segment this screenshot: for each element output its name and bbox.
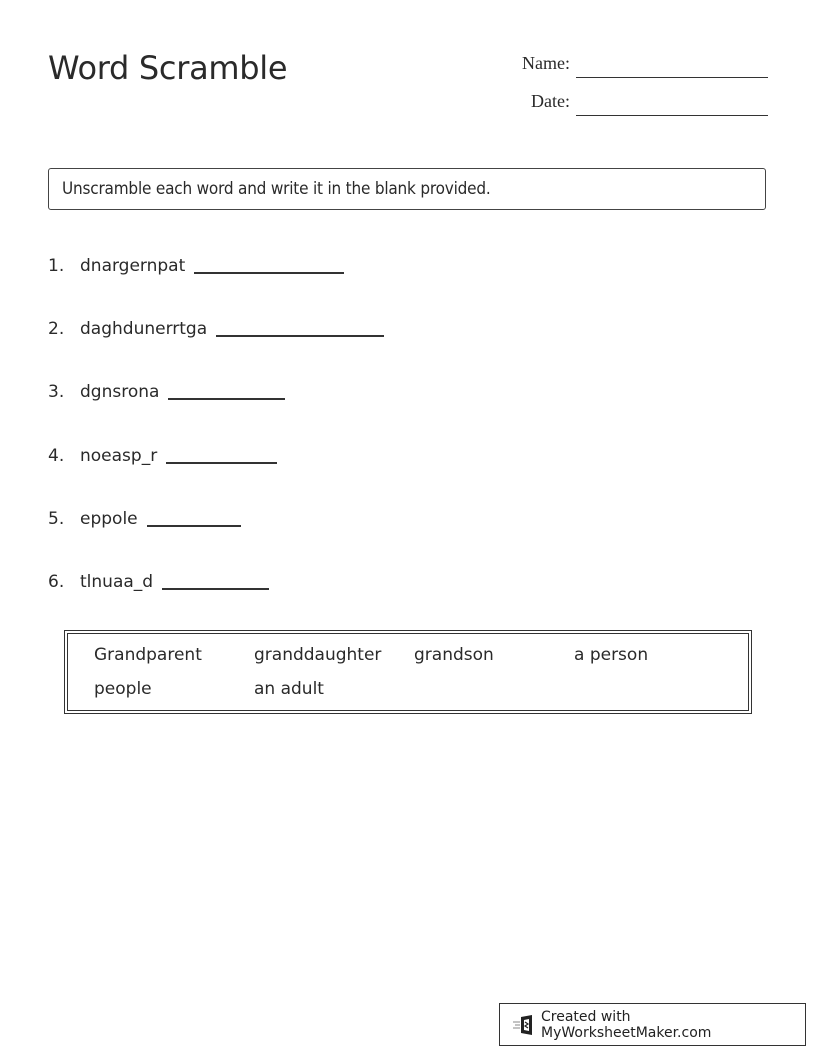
question-item: [48, 376, 285, 402]
scrambled-word: daghdunerrtga: [80, 319, 208, 339]
created-with-text: Created with MyWorksheetMaker.com: [541, 1008, 712, 1041]
worksheet-maker-logo-icon: [512, 1014, 536, 1036]
answer-blank[interactable]: [194, 271, 344, 274]
word-bank-item: Grandparent: [94, 645, 202, 665]
word-bank-item: an adult: [254, 679, 324, 699]
date-blank[interactable]: [576, 115, 768, 116]
answer-blank[interactable]: [168, 397, 285, 400]
name-label: Name:: [522, 53, 570, 73]
date-field-row: [500, 90, 768, 114]
scrambled-word: tlnuaa_d: [80, 572, 154, 592]
question-number: 1.: [48, 256, 65, 276]
answer-blank[interactable]: [147, 524, 241, 527]
answer-blank[interactable]: [166, 461, 277, 464]
answer-blank[interactable]: [162, 587, 269, 590]
question-number: 5.: [48, 509, 65, 529]
date-label: Date:: [531, 91, 570, 111]
question-item: [48, 313, 384, 339]
word-bank-item: granddaughter: [254, 645, 382, 665]
question-number: 6.: [48, 572, 65, 592]
instructions-box: Unscramble each word and write it in the blank provided.: [48, 168, 766, 210]
answer-blank[interactable]: [216, 334, 384, 337]
word-bank-item: a person: [574, 645, 649, 665]
word-bank-item: grandson: [414, 645, 494, 665]
question-number: 4.: [48, 446, 65, 466]
question-item: [48, 503, 241, 529]
scrambled-word: dnargernpat: [80, 256, 186, 276]
question-item: [48, 566, 269, 592]
question-item: [48, 440, 277, 466]
question-item: [48, 250, 344, 276]
word-bank-item: people: [94, 679, 152, 699]
question-number: 3.: [48, 382, 65, 402]
name-field-row: [500, 52, 768, 76]
question-number: 2.: [48, 319, 65, 339]
scrambled-word: dgnsrona: [80, 382, 160, 402]
name-blank[interactable]: [576, 77, 768, 78]
page-title: Word Scramble: [48, 49, 288, 87]
created-with-badge[interactable]: [499, 1003, 806, 1046]
scrambled-word: noeasp_r: [80, 446, 158, 466]
word-bank: [64, 630, 752, 714]
scrambled-word: eppole: [80, 509, 138, 529]
